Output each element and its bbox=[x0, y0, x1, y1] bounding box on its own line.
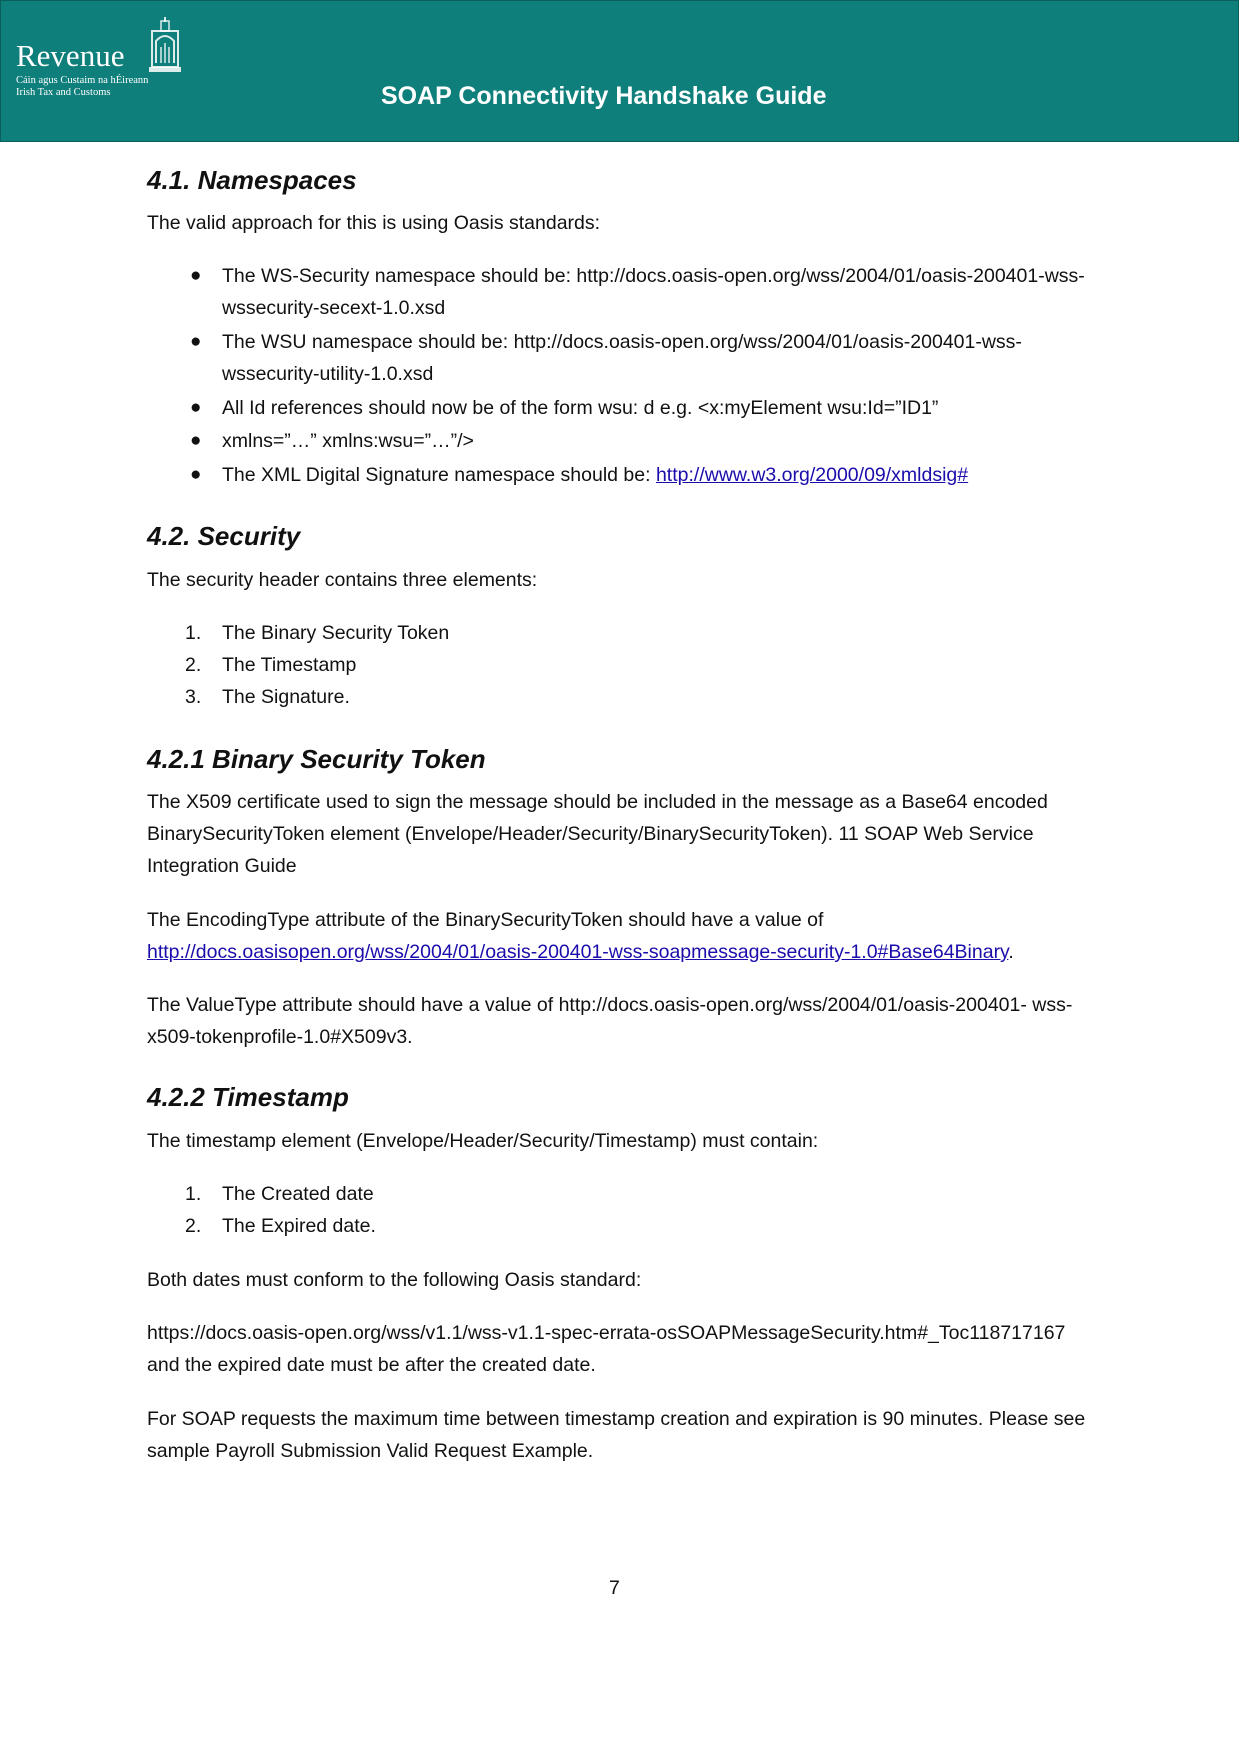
harp-icon bbox=[147, 17, 183, 73]
list-item: All Id references should now be of the form wsu: d e.g. <x:myElement wsu:Id=”ID1” bbox=[222, 397, 939, 419]
logo-subtitle-english: Irish Tax and Customs bbox=[16, 87, 111, 98]
timestamp-paragraph-1: Both dates must conform to the following Oasis standard: bbox=[147, 1269, 642, 1291]
list-item: The WSU namespace should be: http://docs.oasis-open.org/wss/2004/01/oasis-200401-wss-wssecurity-utility-1.0.xsd bbox=[222, 331, 1022, 385]
xmldsig-link[interactable]: http://www.w3.org/2000/09/xmldsig# bbox=[655, 464, 969, 486]
list-number: 2. bbox=[185, 1215, 202, 1237]
list-number: 1. bbox=[185, 622, 202, 644]
list-item bbox=[222, 459, 1102, 491]
list-item: The Expired date. bbox=[222, 1215, 376, 1237]
bst-paragraph-2-link-line bbox=[147, 936, 1097, 968]
document-title: SOAP Connectivity Handshake Guide bbox=[381, 82, 827, 110]
bullet-icon: ● bbox=[190, 430, 202, 451]
timestamp-paragraph-3: For SOAP requests the maximum time between timestamp creation and expiration is 90 minutes. Please see sample Payroll Submission Valid Request Example. bbox=[147, 1408, 1086, 1462]
list-item: The Created date bbox=[222, 1183, 374, 1205]
list-item: The WS-Security namespace should be: http://docs.oasis-open.org/wss/2004/01/oasis-200401-wss-wssecurity-secext-1.0.xsd bbox=[222, 265, 1085, 319]
list-item: xmlns=”…” xmlns:wsu=”…”/> bbox=[222, 430, 474, 452]
list-number: 3. bbox=[185, 686, 202, 708]
heading-security: 4.2. Security bbox=[147, 521, 301, 551]
revenue-logo bbox=[16, 17, 186, 107]
list-number: 2. bbox=[185, 654, 202, 676]
list-number: 1. bbox=[185, 1183, 202, 1205]
bst-paragraph-1: The X509 certificate used to sign the message should be included in the message as a Base64 encoded BinarySecurityToken element (Envelope/Header/Security/BinarySecurityToken). 11 SOAP Web Service Integration Guide bbox=[147, 791, 1048, 877]
timestamp-paragraph-2: https://docs.oasis-open.org/wss/v1.1/wss-v1.1-spec-errata-osSOAPMessageSecurity.htm#_Toc118717167 and the expired date must be after the created date. bbox=[147, 1322, 1066, 1376]
list-item: The Timestamp bbox=[222, 654, 357, 676]
heading-timestamp: 4.2.2 Timestamp bbox=[147, 1082, 349, 1112]
period: . bbox=[1008, 941, 1014, 963]
bst-paragraph-2: The EncodingType attribute of the BinarySecurityToken should have a value of bbox=[147, 909, 824, 931]
bullet-icon: ● bbox=[190, 331, 202, 352]
bst-paragraph-3: The ValueType attribute should have a value of http://docs.oasis-open.org/wss/2004/01/oasis-200401- wss-x509-tokenprofile-1.0#X509v3. bbox=[147, 994, 1073, 1048]
bullet-icon: ● bbox=[190, 464, 202, 485]
timestamp-intro: The timestamp element (Envelope/Header/Security/Timestamp) must contain: bbox=[147, 1130, 819, 1152]
page-number: 7 bbox=[609, 1577, 620, 1599]
heading-binary-security-token: 4.2.1 Binary Security Token bbox=[147, 744, 486, 774]
bullet-icon: ● bbox=[190, 397, 202, 418]
list-item: The Signature. bbox=[222, 686, 350, 708]
base64binary-link[interactable]: http://docs.oasisopen.org/wss/2004/01/oasis-200401-wss-soapmessage-security-1.0#Base64Binary bbox=[147, 941, 1009, 963]
page-header bbox=[0, 0, 1239, 142]
list-item: The Binary Security Token bbox=[222, 622, 450, 644]
bullet-icon: ● bbox=[190, 265, 202, 286]
security-intro: The security header contains three elements: bbox=[147, 569, 538, 591]
logo-wordmark: Revenue bbox=[16, 38, 125, 73]
logo-subtitle-irish: Cáin agus Custaim na hÉireann bbox=[16, 75, 149, 86]
list-item-text: The XML Digital Signature namespace should be: bbox=[222, 464, 656, 486]
heading-namespaces: 4.1. Namespaces bbox=[147, 165, 357, 195]
namespaces-intro: The valid approach for this is using Oasis standards: bbox=[147, 212, 601, 234]
